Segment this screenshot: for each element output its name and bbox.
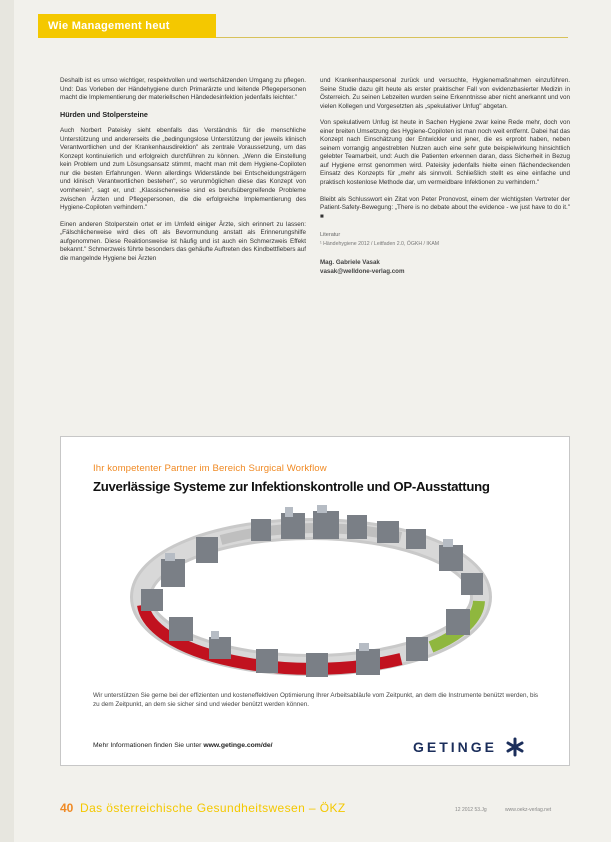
getinge-logo <box>413 737 525 757</box>
page-edge <box>0 0 14 842</box>
paragraph: Einen anderen Stolperstein ortet er im Umfeld einiger Ärzte, sich erinnert zu lassen: „Fälschlicherweise wird dies oft als Bevormundung anstatt als Erinnerungshilfe aufgenommen. Diese Reaktionsweise ist häufig und ist auch ein Schmerzweis Effekt bekannt." Schmerzweis führte besonders das gehäufte Auftreten des Kindbettfiebers auf die mangelnde Hygiene bei Ärzten <box>60 220 306 262</box>
publisher-url[interactable]: www.oekz-verlag.net <box>505 807 552 813</box>
ad-body-text: Wir unterstützen Sie gerne bei der effizienten und kosteneffektiven Optimierung Ihrer Arbeitsabläufe vom Zeitpunkt, an dem die Instrumente benützt werden, bis zu dem Zeitpunkt, an dem sie sicher sind und wieder benützt werden können. <box>93 692 538 708</box>
logo-wordmark: GETINGE <box>413 739 498 755</box>
ad-website-link[interactable]: www.getinge.com/de/ <box>203 742 273 749</box>
header-rule <box>216 37 568 38</box>
operating-room-illustration <box>101 497 521 687</box>
paragraph: Deshalb ist es umso wichtiger, respektvollen und wertschätzenden Umgang zu pflegen. Und: Das Vorleben der Händehygiene durch Primarärzte und leitende Pflegepersonen macht die Implementierung der materiellschen Händedesinfektion jedenfalls leichter." <box>60 77 306 102</box>
article-right-column <box>320 77 570 276</box>
article-left-column <box>60 77 306 271</box>
publication-name: Das österreichische Gesundheitswesen – ÖKZ <box>80 801 346 815</box>
ad-more-info <box>93 742 273 749</box>
paragraph: Bleibt als Schlusswort ein Zitat von Peter Pronovost, einem der wichtigsten Vertreter der Patient-Safety-Bewegung: „There is no debate about the evidence - we just have to do it." ■ <box>320 195 570 220</box>
author-name: Mag. Gabriele Vasak <box>320 259 380 267</box>
ad-kicker: Ihr kompetenter Partner im Bereich Surgical Workflow <box>93 463 327 474</box>
ad-more-prefix: Mehr Informationen finden Sie unter <box>93 742 204 749</box>
ad-headline: Zuverlässige Systeme zur Infektionskontrolle und OP-Ausstattung <box>93 479 490 494</box>
author-email[interactable]: vasak@welldone-verlag.com <box>320 268 405 276</box>
section-heading: Hürden und Stolpersteine <box>60 109 148 119</box>
paragraph: Von spekulativem Unfug ist heute in Sachen Hygiene zwar keine Rede mehr, doch von einer breiten Umsetzung des Hygiene-Copiloten ist man noch weit entfernt. Dabei hat das Konzept nach Einschätzung der Entwickler und jener, die es erprobt haben, neben seinem vorrangig angestrebten Nutzen auch eine sehr gute beispielwirkung hinsichtlich gelebter Teamarbeit, und: Auch die Patienten erkennen daran, dass Sicherheit in Bezug auf Hygiene ernst genommen wird. Pateisky jedenfalls hielte einen flächendeckenden Einsatz des Konzepts für „mehr als sinnvoll. Schließlich stellt es eine einfache und praktisch kostenlose Methode dar, um vermeidbare Infektionen zu verhindern." <box>320 119 570 187</box>
literature-label: Literatur <box>320 232 341 239</box>
issue-info: 12 2012 53.Jg <box>455 807 487 813</box>
asterisk-logo-icon <box>505 737 525 757</box>
advertisement <box>60 436 570 766</box>
literature-reference: ¹ Händehygiene 2012 / Leitfaden 2.0, ÖGKH / IKAM <box>320 240 440 247</box>
paragraph: Auch Norbert Pateisky sieht ebenfalls das Verständnis für die menschliche Unterstützung und andererseits die „bedingungslose Unterstützung der jeweils klinisch Verantwortlichen und der Krankenhausdirektion" als zentrale Voraussetzung, um das Konzept kontinuierlich und erfolgreich durchführen zu können. „Wenn die Einstellung kein Problem und zum Lösungsansatz stimmt, macht man mit dem Hygiene-Copiloten nur die besten Erfahrungen. Wenn allerdings Widerstände bei Entscheidungsträgern und klinisch Verantwortlichen bestehen", so verunmöglichen diese das Konzept von vornherein", sagt er, und: „Klassischerweise sind es berufsübergreifende Probleme zwischen Ärzten und Pflegepersonen, die die erfolgreiche Implementierung des Hygiene-Copiloten verhindern." <box>60 127 306 212</box>
paragraph: und Krankenhauspersonal zurück und versuchte, Hygienemaßnahmen einzuführen. Seine Studie dazu gilt heute als erster praktischer Fall von evidenzbasierter Medizin in Österreich. Zu seinen Lebzeiten wurden seine Erkenntnisse aber nicht anerkannt und von vielen Kollegen und Vorgesetzten als „spekulativer Unfug" abgetan. <box>320 77 570 110</box>
section-header: Wie Management heut <box>38 14 216 38</box>
page-number: 40 <box>60 801 74 815</box>
